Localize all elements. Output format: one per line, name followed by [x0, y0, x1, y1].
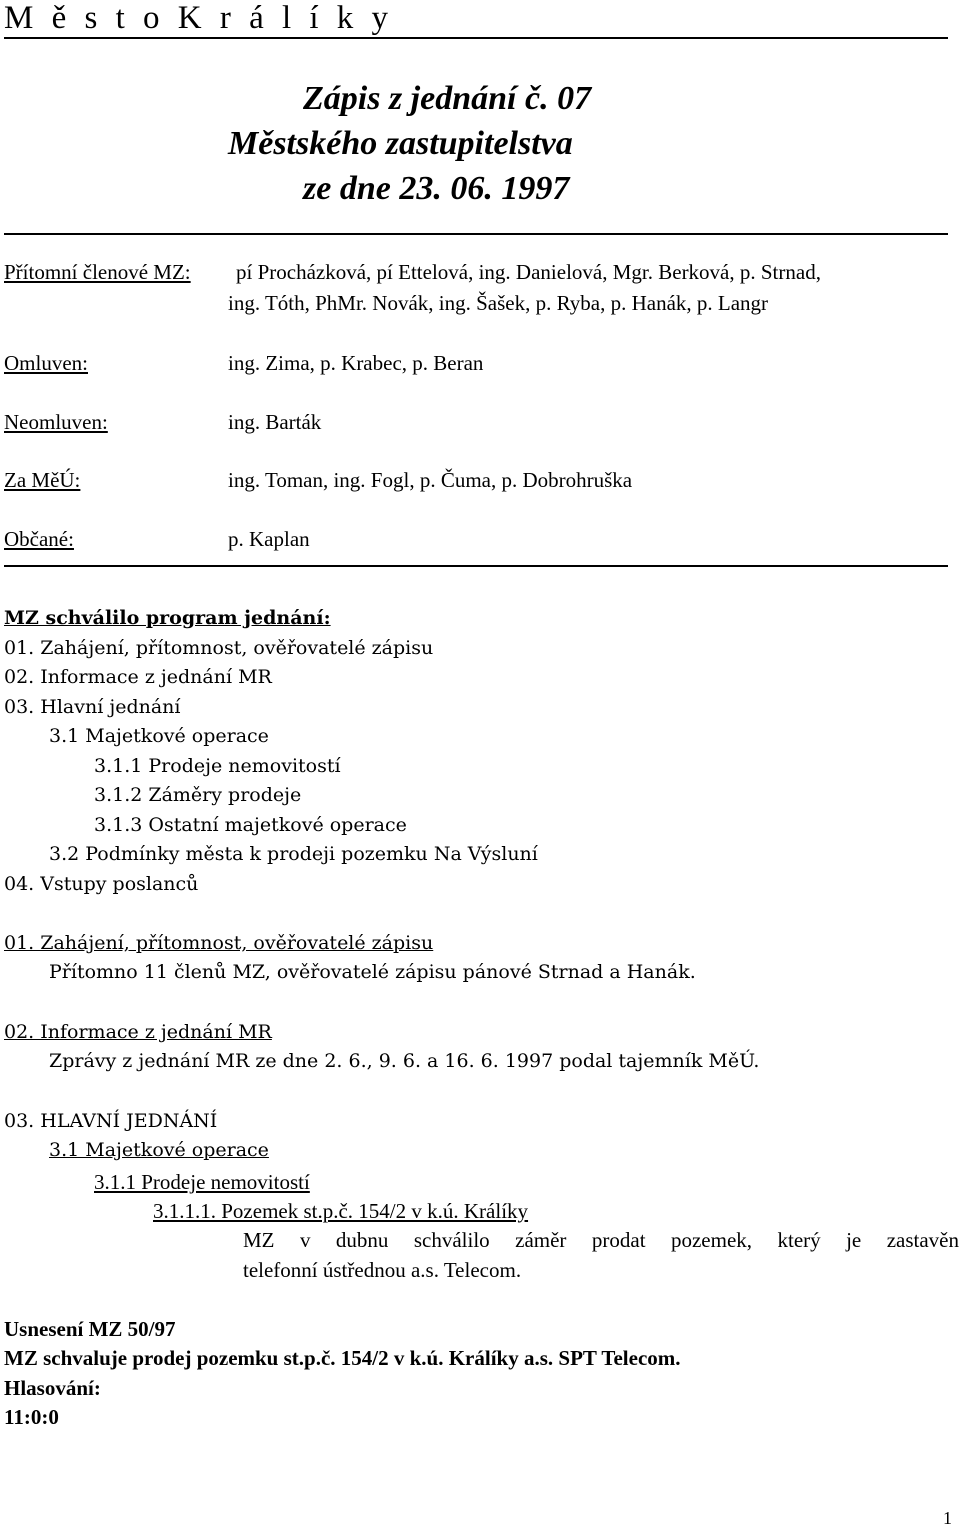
section-02-text: Zprávy z jednání MR ze dne 2. 6., 9. 6. a 16. 6. 1997 podal tajemník MěÚ. [49, 1050, 760, 1072]
program-heading: MZ schválilo program jednání: [4, 607, 331, 629]
citizens-label: Občané: [4, 527, 74, 551]
section-01-heading: 01. Zahájení, přítomnost, ověřovatelé zápisu [4, 932, 434, 954]
section-3-1-1-1-heading: 3.1.1.1. Pozemek st.p.č. 154/2 v k.ú. Králíky [153, 1199, 529, 1223]
office-label: Za MěÚ: [4, 468, 81, 492]
header-rule [4, 37, 948, 39]
program-item: 3.1.3 Ostatní majetkové operace [94, 814, 407, 836]
program-item: 3.2 Podmínky města k prodeji pozemku Na Výsluní [49, 843, 538, 865]
page-number: 1 [943, 1508, 952, 1528]
program-item: 3.1.1 Prodeje nemovitostí [94, 755, 341, 777]
program-item: 3.1 Majetkové operace [49, 725, 269, 747]
vote-label: Hlasování: [4, 1376, 101, 1400]
document-title-line2: Městského zastupitelstva [228, 125, 573, 162]
unexcused-label: Neomluven: [4, 410, 108, 434]
excused-label: Omluven: [4, 351, 88, 375]
present-members-line2: ing. Tóth, PhMr. Novák, ing. Šašek, p. Ryba, p. Hanák, p. Langr [228, 291, 769, 315]
citizens-value: p. Kaplan [228, 527, 310, 551]
section-03-heading: 03. HLAVNÍ JEDNÁNÍ [4, 1110, 218, 1132]
office-value: ing. Toman, ing. Fogl, p. Čuma, p. Dobrohruška [228, 468, 633, 492]
present-label: Přítomní členové MZ: [4, 260, 191, 284]
title-rule [4, 233, 948, 235]
program-item: 3.1.2 Záměry prodeje [94, 784, 302, 806]
vote-result: 11:0:0 [4, 1405, 59, 1429]
section-3-1-1-1-text-line2: telefonní ústřednou a.s. Telecom. [243, 1258, 522, 1282]
document-title-line1: Zápis z jednání č. 07 [303, 80, 592, 117]
program-item: 04. Vstupy poslanců [4, 873, 199, 895]
section-01-text: Přítomno 11 členů MZ, ověřovatelé zápisu pánové Strnad a Hanák. [49, 961, 696, 983]
program-item: 03. Hlavní jednání [4, 696, 181, 718]
excused-value: ing. Zima, p. Krabec, p. Beran [228, 351, 484, 375]
section-3-1-1-heading: 3.1.1 Prodeje nemovitostí [94, 1170, 310, 1194]
program-item: 02. Informace z jednání MR [4, 666, 272, 688]
attendance-rule [4, 565, 948, 567]
document-title-line3: ze dne 23. 06. 1997 [303, 170, 570, 207]
section-3-1-1-1-text-line1: MZ v dubnu schválilo záměr prodat pozemek, který je zastavěn [243, 1228, 959, 1252]
resolution-text: MZ schvaluje prodej pozemku st.p.č. 154/2 v k.ú. Králíky a.s. SPT Telecom. [4, 1346, 681, 1370]
resolution-title: Usnesení MZ 50/97 [4, 1317, 176, 1341]
section-3-1-heading: 3.1 Majetkové operace [49, 1139, 269, 1161]
header-town-name: M ě s t o K r á l í k y [4, 0, 394, 36]
section-02-heading: 02. Informace z jednání MR [4, 1021, 272, 1043]
unexcused-value: ing. Barták [228, 410, 322, 434]
present-members-line1: pí Procházková, pí Ettelová, ing. Danielová, Mgr. Berková, p. Strnad, [236, 260, 821, 284]
program-item: 01. Zahájení, přítomnost, ověřovatelé zápisu [4, 637, 434, 659]
